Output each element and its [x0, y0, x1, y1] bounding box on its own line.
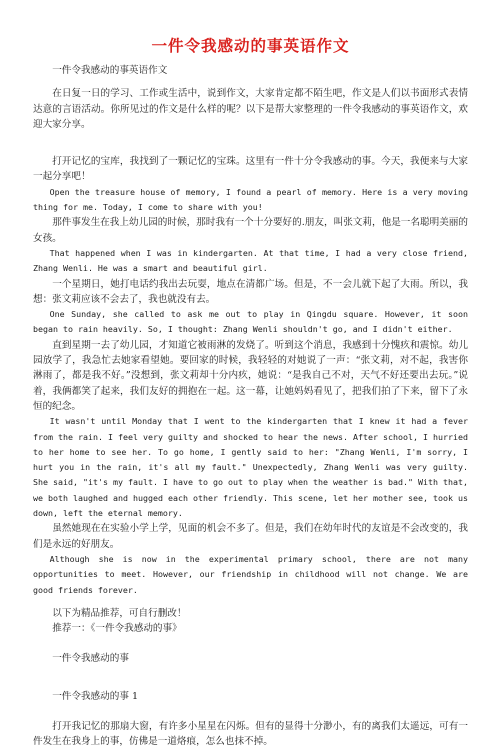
section-subtitle: 一件令我感动的事 1	[52, 690, 139, 702]
paragraph-cn: 虽然她现在在实验小学上学，见面的机会不多了。但是，我们在幼年时代的友谊是不会改变的，我们是永远的好朋友。	[33, 523, 468, 550]
paragraph-cn: 那件事发生在我上幼儿园的时候，那时我有一个十分要好的.朋友，叫张文莉，他是一名聪明美丽的女孩。	[33, 217, 468, 244]
paragraph-cn: 打开记忆的宝库，我找到了一颗记忆的宝珠。这里有一件十分令我感动的事。今天，我便来与大家一起分享吧！	[33, 156, 468, 183]
paragraph-en: One Sunday, she called to ask me out to play in Qingdu square. However, it soon began to rain heavily. So, I thought: Zhang Wenli shouldn't go, and I didn't either.	[33, 309, 468, 335]
section-title: 一件令我感动的事	[52, 653, 129, 665]
paragraph-en: That happened when I was in kindergarten. At that time, I had a very close friend, Zhang Wenli. He was a smart and beautiful girl.	[33, 247, 468, 274]
paragraph-cn: 一个星期日，她打电话约我出去玩耍，地点在清都广场。但是，不一会儿就下起了大雨。所以，我想：张文莉应该不会去了，我也就没有去。	[33, 278, 468, 305]
document-title: 一件令我感动的事英语作文	[151, 36, 350, 55]
paragraph-en: Although she is now in the experimental primary school, there are not many opportunities to meet. However, our friendship in childhood will not change. We are good friends forever.	[33, 553, 468, 595]
paragraph-en: It wasn't until Monday that I went to the kindergarten that I knew it had a fever from the rain. I feel very guilty and shocked to hear the news. After school, I hurried to her home to see her. To go home, I gently said to her: "Zhang Wenli, I'm sorry, I hurt you in the rain, it's all my fault." Unexpectedly, Zhang Wenli was very guilty. She said, "it's my fault. I have to go out to play when the weather is bad." With that, we both laughed and hugged each other friendly. This scene, let her mother see, took us down, left the eternal memory.	[33, 416, 468, 519]
paragraph-cn: 直到星期一去了幼儿园，才知道它被雨淋的发烧了。听到这个消息，我感到十分愧疚和震惊。幼儿园放学了，我急忙去她家看望她。要回家的时候，我轻轻的对她说了一声：“张文莉，对不起，我害你淋雨了，都是我不好。”没想到，张文莉却十分内疚，她说：“是我自己不对，天气不好还要出去玩。”说着，我俩都笑了起来，我们友好的拥抱在一起。这一幕，让她妈妈看见了，把我们拍了下来，留下了永恒的纪念。	[33, 339, 468, 412]
recommend-note: 以下为精品推荐，可自行删改！	[52, 607, 187, 619]
final-paragraph: 打开我记忆的那扇大窗，有许多小星星在闪烁。但有的显得十分渺小，有的离我们太遥远，可有一件发生在我身上的事，仿佛是一道烙痕，怎么也抹不掉。	[33, 720, 468, 748]
subtitle-line: 一件令我感动的事英语作文	[52, 65, 168, 76]
recommend-label: 推荐一：《一件令我感动的事》	[52, 623, 182, 635]
intro-paragraph: 在日复一日的学习、工作或生活中，说到作文，大家肯定都不陌生吧，作文是人们以书面形式表情达意的言语活动。你所见过的作文是什么样的呢？以下是帮大家整理的一件令我感动的事英语作文，欢迎大家分享。	[33, 88, 468, 130]
paragraph-en: Open the treasure house of memory, I found a pearl of memory. Here is a very moving thing for me. Today, I come to share with you!	[33, 186, 468, 213]
